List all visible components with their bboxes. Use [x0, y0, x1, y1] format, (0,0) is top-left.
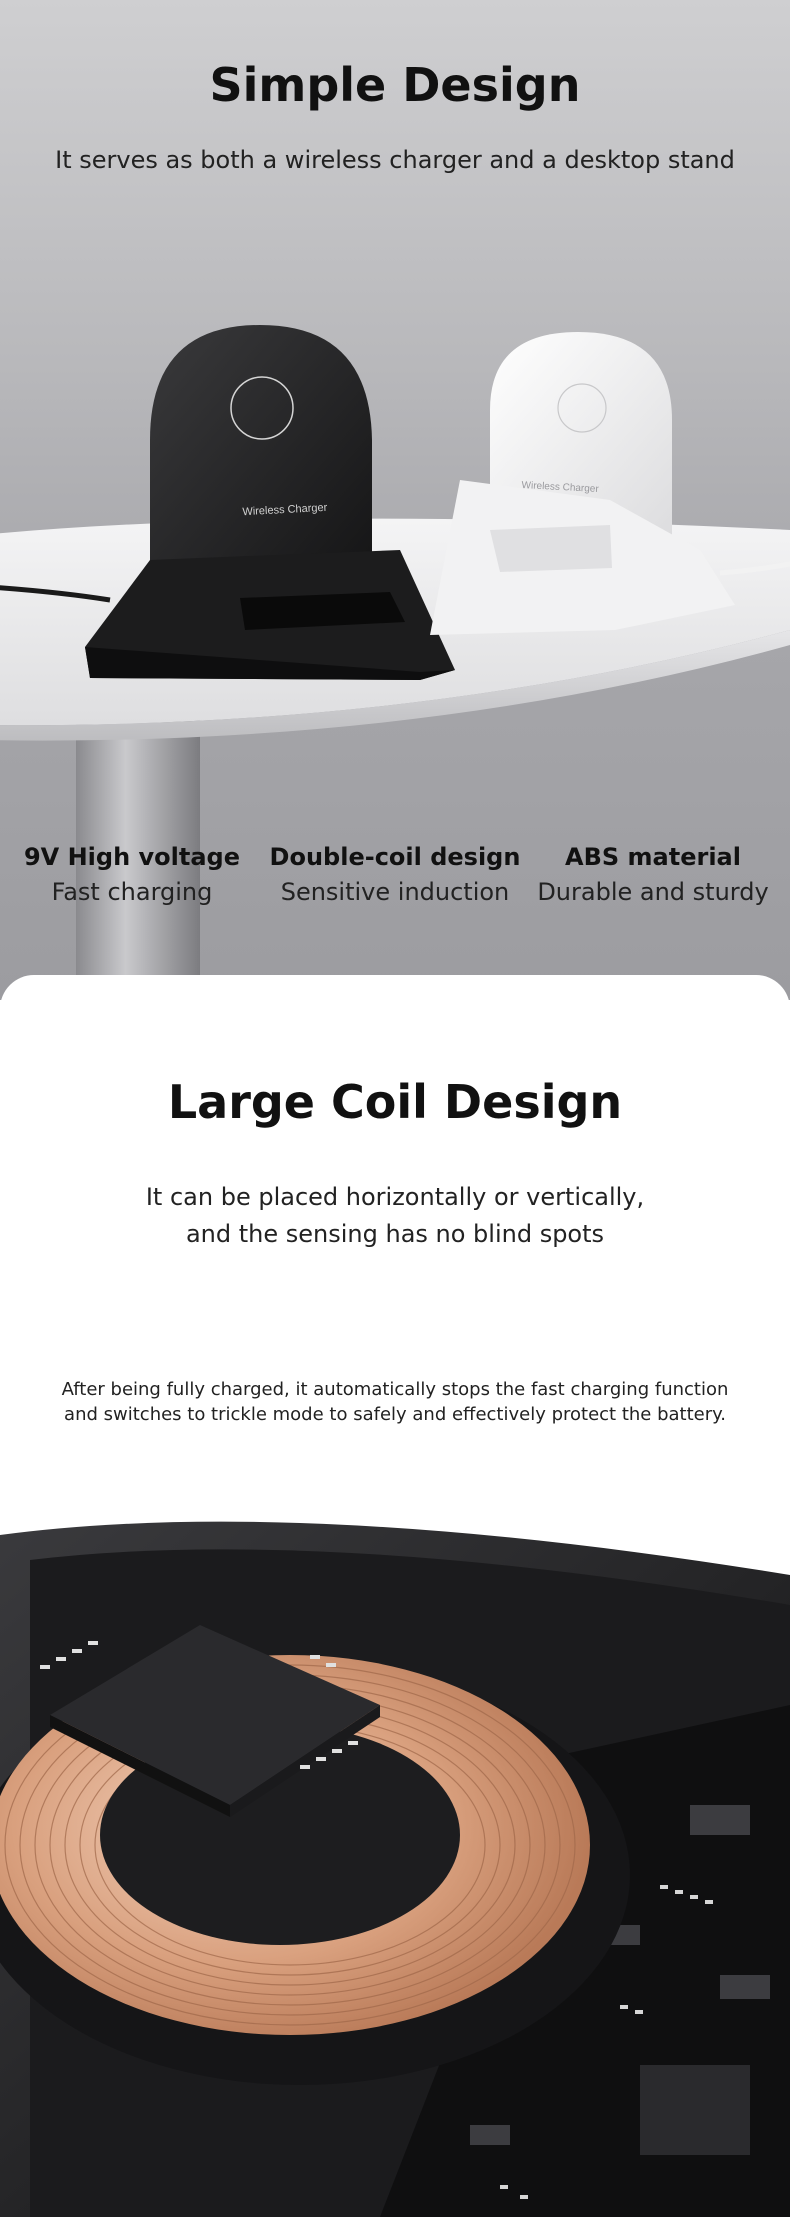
- feature-desc: Sensitive induction: [280, 878, 510, 906]
- large-coil-section: [0, 975, 790, 2217]
- white-charger-label: Wireless Charger: [521, 479, 599, 496]
- section-description: [0, 1179, 790, 1253]
- feature-item: [265, 840, 525, 910]
- description-line: and the sensing has no blind spots: [185, 1220, 605, 1248]
- feature-item: [2, 840, 262, 910]
- feature-title: 9V High voltage: [23, 843, 241, 871]
- section-title: Large Coil Design: [167, 1075, 623, 1129]
- feature-desc: Fast charging: [51, 878, 213, 906]
- simple-design-section: [0, 0, 790, 1000]
- black-charger-label: Wireless Charger: [242, 501, 328, 519]
- feature-title: Double-coil design: [269, 843, 521, 871]
- section-subtitle: It serves as both a wireless charger and a desktop stand: [55, 146, 735, 174]
- section-title: Simple Design: [209, 58, 581, 112]
- description-line: It can be placed horizontally or vertically,: [145, 1183, 645, 1211]
- charging-note: [0, 1377, 790, 1427]
- note-line: After being fully charged, it automatically stops the fast charging function: [61, 1379, 729, 1400]
- coil-photo: [0, 1505, 790, 2217]
- feature-desc: Durable and sturdy: [537, 878, 769, 906]
- feature-item: [523, 840, 783, 910]
- note-line: and switches to trickle mode to safely and effectively protect the battery.: [64, 1404, 726, 1425]
- feature-list: [0, 840, 790, 920]
- feature-title: ABS material: [565, 843, 741, 871]
